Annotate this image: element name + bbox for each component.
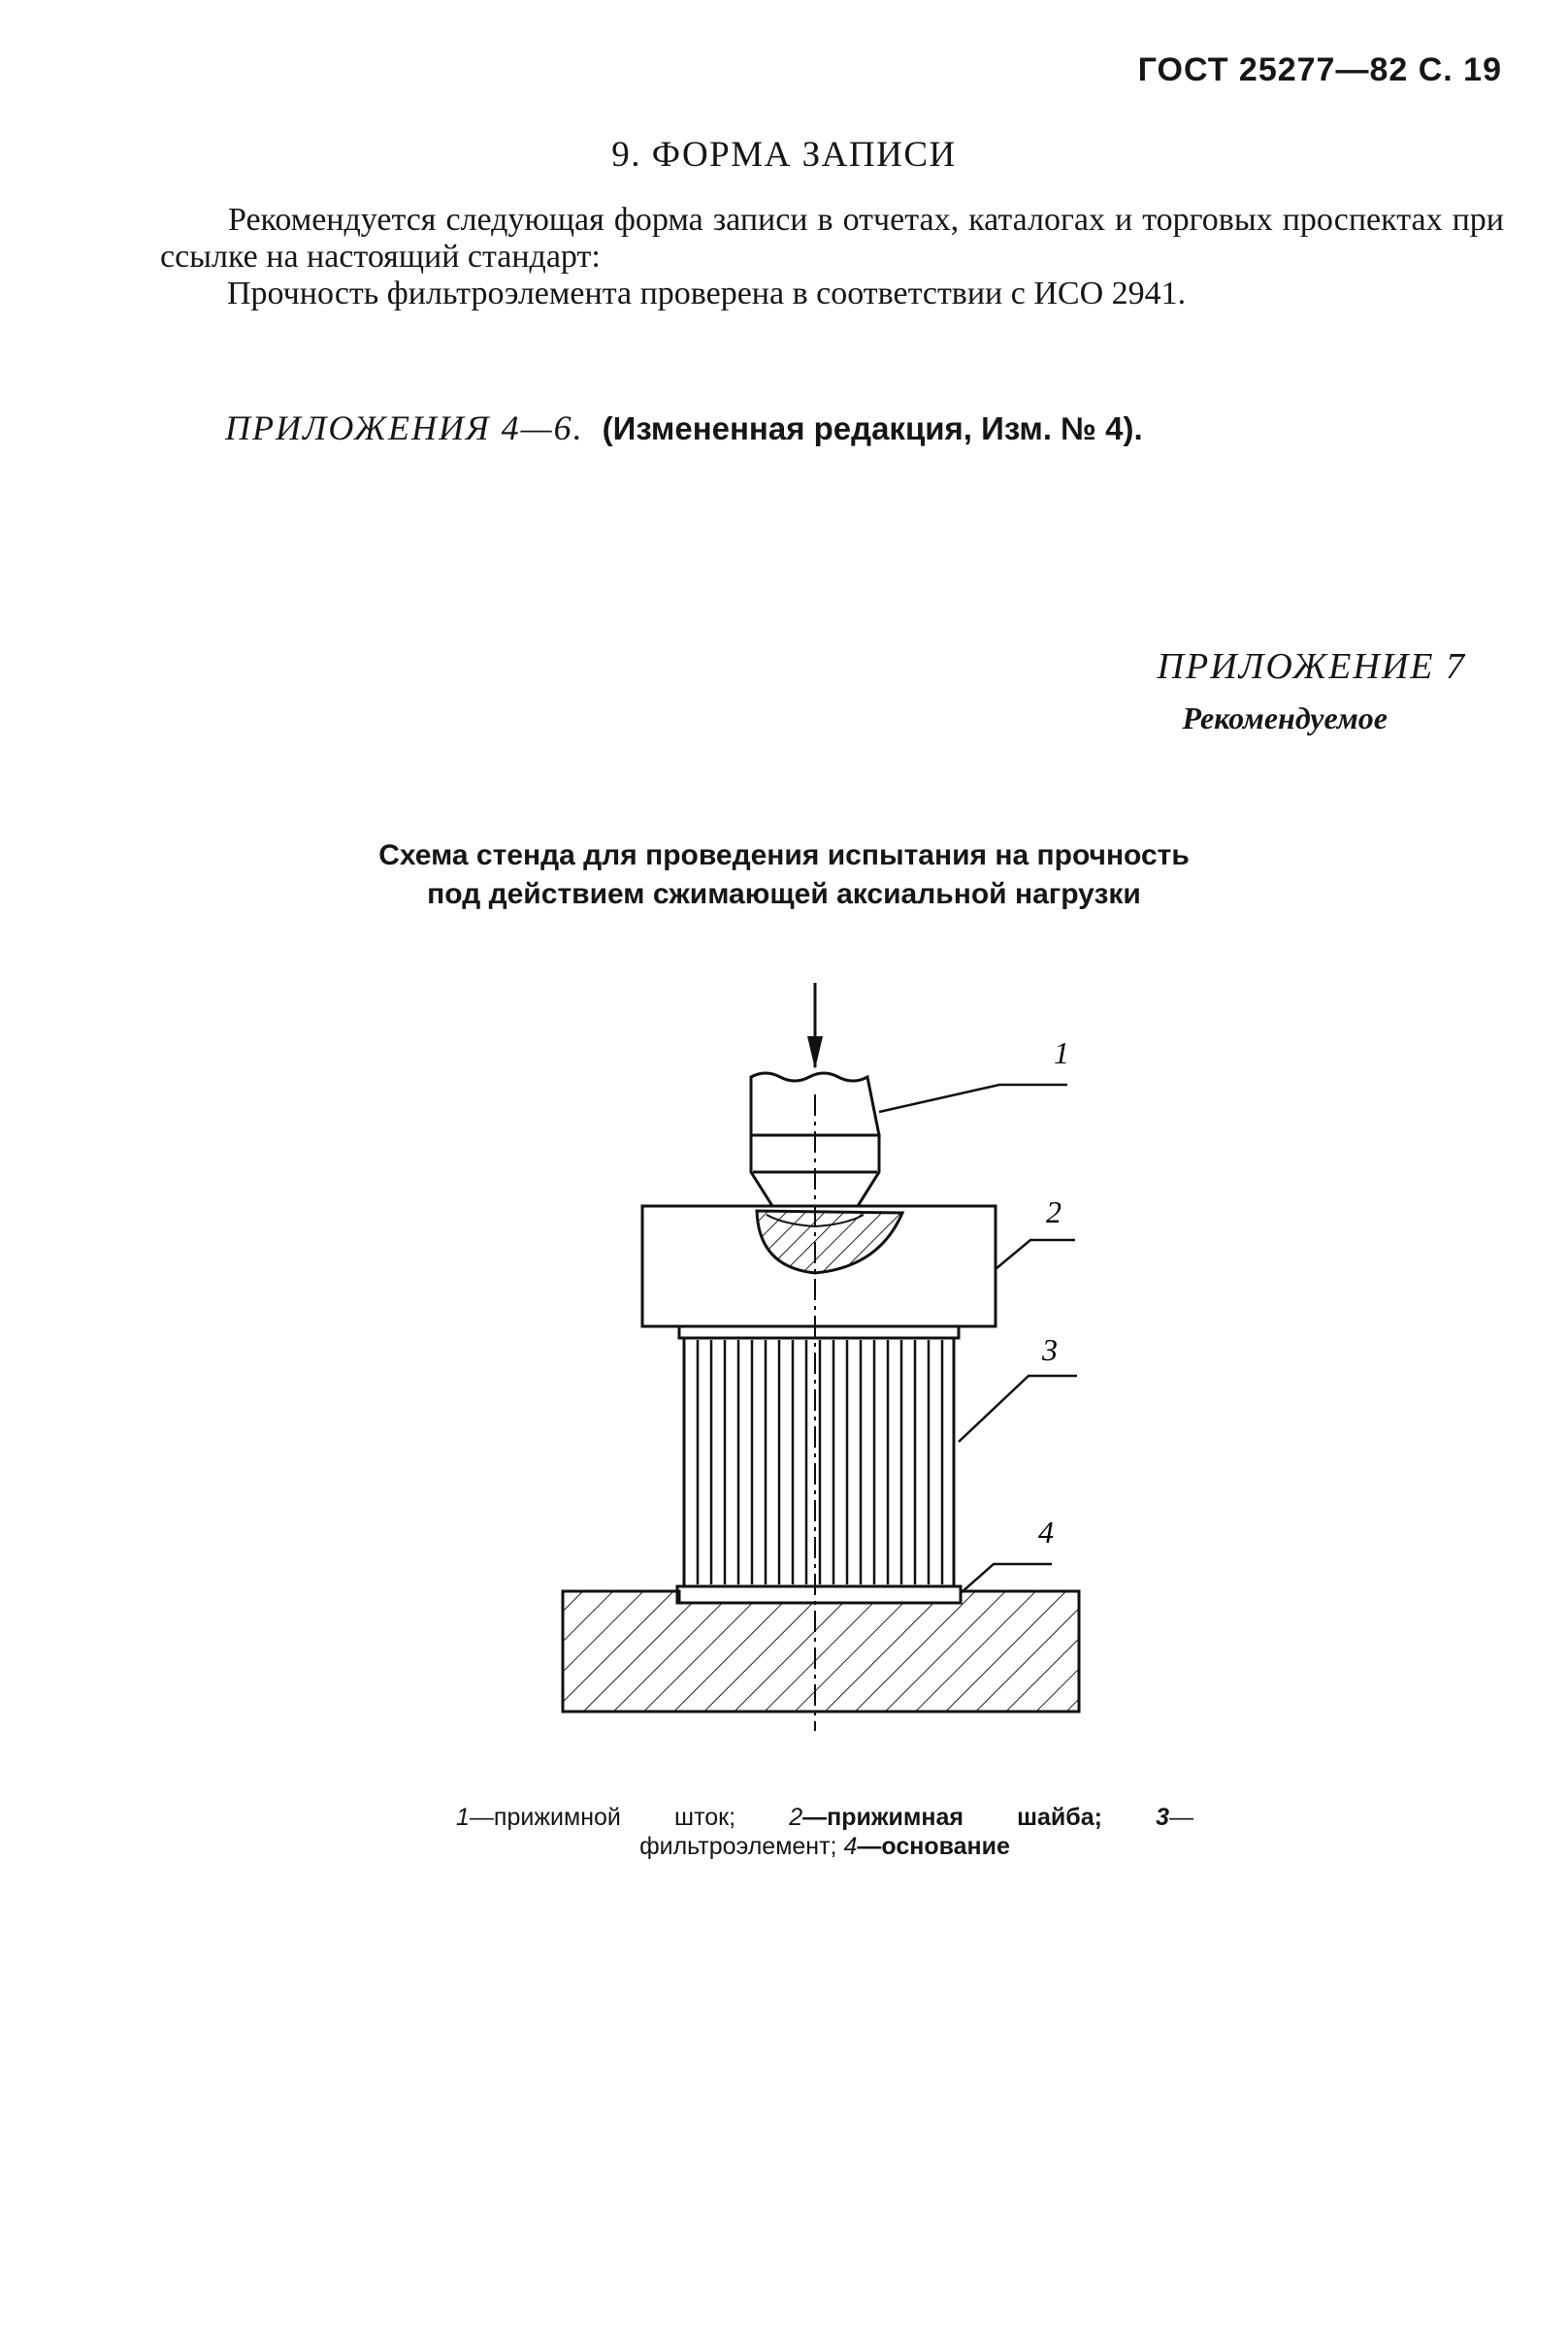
- paragraph-record-form: Прочность фильтроэлемента проверена в соответствии с ИСО 2941.: [227, 276, 1187, 311]
- section-title: 9. ФОРМА ЗАПИСИ: [611, 135, 957, 175]
- amendment-label: ПРИЛОЖЕНИЯ 4—6.: [225, 408, 584, 447]
- caption-number-1: 1: [456, 1804, 470, 1831]
- figure-title-line-2: под действием сжимающей аксиальной нагрузки: [427, 878, 1141, 910]
- caption-text-3: —фильтроэлемент;: [639, 1804, 1193, 1860]
- base: [563, 1591, 1079, 1712]
- callout-4: 4: [1038, 1515, 1054, 1550]
- caption-text-2: —прижимная шайба;: [802, 1804, 1102, 1831]
- figure-title-line-1: Схема стенда для проведения испытания на прочность: [378, 839, 1190, 871]
- appendix-status: Рекомендуемое: [1182, 701, 1388, 735]
- pressure-rod: [751, 1073, 879, 1224]
- caption-text-4: —основание: [857, 1833, 1010, 1860]
- caption-number-2: 2: [789, 1804, 803, 1831]
- callout-2: 2: [1046, 1194, 1062, 1229]
- callout-1: 1: [1054, 1035, 1069, 1070]
- figure-caption: [456, 1803, 1193, 1861]
- appendix-title: ПРИЛОЖЕНИЕ 7: [1157, 646, 1466, 687]
- running-header: ГОСТ 25277—82 С. 19: [1137, 51, 1502, 88]
- figure-title: [0, 836, 1568, 914]
- filter-element: [677, 1326, 961, 1603]
- amendment-text: (Измененная редакция, Изм. № 4).: [602, 410, 1143, 446]
- pressure-washer: [642, 1206, 996, 1326]
- amendment-note: [225, 408, 1143, 448]
- paragraph-recommendation: Рекомендуется следующая форма записи в отчетах, каталогах и торговых проспектах при ссылке на настоящий стандарт:: [160, 202, 1504, 275]
- callout-leaders: [879, 1085, 1077, 1593]
- caption-number-4: 4: [843, 1833, 858, 1860]
- caption-number-3: 3: [1156, 1804, 1169, 1831]
- caption-text-1: —прижимной шток;: [469, 1804, 736, 1831]
- load-arrow: [807, 983, 823, 1069]
- callout-3: 3: [1042, 1332, 1058, 1367]
